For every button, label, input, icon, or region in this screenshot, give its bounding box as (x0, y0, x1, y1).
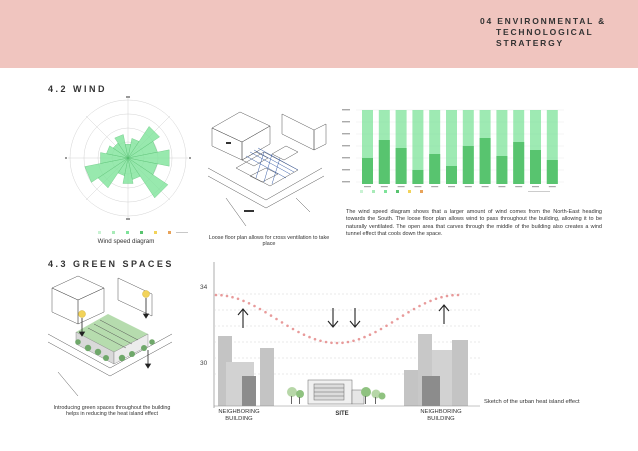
wind-rose-legend (98, 230, 190, 236)
heat-curve-dot (347, 341, 350, 344)
heat-curve-dot (275, 318, 278, 321)
heat-curve-dot (435, 298, 438, 301)
heat-island-sketch (196, 262, 482, 408)
heat-curve-dot (424, 302, 427, 305)
wind-month-tick (465, 186, 472, 187)
heat-curve-dot (226, 295, 229, 298)
monthly-wind-chart-legend (360, 190, 550, 193)
left-neighbor-buildings (218, 336, 274, 406)
left-neighbor-label: NEIGHBORING BUILDING (218, 409, 260, 422)
heat-curve-dot (297, 331, 300, 334)
heat-curve-dot (248, 302, 251, 305)
heat-curve-dot (413, 308, 416, 311)
air-flow-arrows (238, 305, 449, 328)
wind-month-tick (381, 186, 388, 187)
right-neighbor-buildings (404, 334, 468, 406)
heat-curve-dot (220, 294, 223, 297)
header-title-line-2: TECHNOLOGICAL (496, 27, 594, 37)
heat-curve-dot (303, 333, 306, 336)
heat-curve-dot (457, 294, 460, 297)
section-header-title (480, 16, 630, 49)
floor-plan-caption: Loose floor plan allows for cross ventilation to take place (208, 235, 330, 248)
site-building (308, 380, 364, 404)
right-neighbor-label: NEIGHBORING BUILDING (420, 409, 462, 422)
site-label: SITE (335, 411, 349, 417)
heat-curve-dot (363, 336, 366, 339)
wind-month-bar-strong (429, 154, 440, 184)
wind-month-bar-strong (496, 156, 507, 184)
heat-curve-dot (336, 342, 339, 345)
floor-plan-axonometric (206, 108, 330, 232)
wind-section-title: 4.2 WIND (48, 84, 108, 94)
heat-curve-dot (429, 300, 432, 303)
wind-month-tick (448, 186, 455, 187)
y-label-low: 30 (200, 360, 208, 367)
heat-curve-dot (402, 314, 405, 317)
heat-curve-dot (352, 340, 355, 343)
heat-curve-dot (281, 321, 284, 324)
heat-curve-dot (396, 318, 399, 321)
heat-curve-dot (358, 338, 361, 341)
heat-curve-dot (391, 321, 394, 324)
wind-month-bar-strong (362, 158, 373, 184)
sun-markers (79, 291, 150, 318)
wind-rose-diagram (64, 96, 192, 222)
heat-curve-dot (215, 294, 218, 297)
heat-curve-dot (407, 311, 410, 314)
y-label-high: 34 (200, 284, 208, 291)
monthly-wind-bars (362, 110, 558, 187)
wind-month-tick (414, 186, 421, 187)
heat-curve-dot (385, 325, 388, 328)
heat-curve-dot (380, 328, 383, 331)
heat-curve-dot (286, 325, 289, 328)
monthly-wind-chart (338, 104, 568, 196)
wind-month-bar-strong (463, 146, 474, 184)
wind-month-tick (515, 186, 522, 187)
heat-curve-dot (308, 336, 311, 339)
wind-month-bar-strong (480, 138, 491, 184)
heat-curve-dot (314, 338, 317, 341)
heat-curve-dot (325, 341, 328, 344)
heat-curve-dot (242, 300, 245, 303)
heat-curve-dot (341, 342, 344, 345)
heat-curve-dot (418, 305, 421, 308)
green-section-title: 4.3 GREEN SPACES (48, 259, 174, 269)
wind-month-tick (398, 186, 405, 187)
wind-month-bar-strong (412, 170, 423, 184)
heat-curve-dot (253, 305, 256, 308)
wind-month-tick (549, 186, 556, 187)
heat-curve-dot (319, 340, 322, 343)
wind-month-bar-strong (446, 166, 457, 184)
wind-month-tick (532, 186, 539, 187)
heat-curve-dot (446, 295, 449, 298)
monthly-wind-chart-y-ticks (342, 109, 350, 182)
wind-month-bar-strong (530, 150, 541, 184)
wind-rose-caption: Wind speed diagram (97, 238, 155, 245)
heat-sketch-caption: Sketch of the urban heat island effect (484, 399, 580, 405)
heat-curve-dot (440, 296, 443, 299)
wind-month-bar-strong (547, 160, 558, 184)
heat-curve-dot (374, 331, 377, 334)
wind-month-tick (431, 186, 438, 187)
wind-month-tick (482, 186, 489, 187)
heat-curve-dot (264, 311, 267, 314)
header-title-line-3: STRATERGY (496, 38, 564, 48)
wind-month-bar-strong (513, 142, 524, 184)
wind-month-tick (364, 186, 371, 187)
heat-curve-dot (237, 298, 240, 301)
heat-curve-dot (292, 328, 295, 331)
wind-month-tick (498, 186, 505, 187)
wind-month-bar-strong (396, 148, 407, 184)
heat-curve-dot (259, 308, 262, 311)
wind-rose-petals (85, 126, 169, 197)
green-spaces-axonometric (48, 272, 174, 400)
wind-description: The wind speed diagram shows that a larger amount of wind comes from the North-East heading towards the South. The loose floor plan allows wind to pass throughout the building, allowing it to be naturally ventilated. The open area that carves through the middle of the building also creates a wind tunnel effect that cools down the space. (346, 209, 602, 238)
heat-curve-dot (451, 294, 454, 297)
header-title-line-1: 04 ENVIRONMENTAL & (480, 16, 607, 26)
heat-curve-dot (270, 314, 273, 317)
heat-curve-dot (369, 333, 372, 336)
heat-curve-dot (330, 342, 333, 345)
wind-month-bar-strong (379, 140, 390, 184)
heat-curve-dot (231, 296, 234, 299)
green-axo-caption: Introducing green spaces throughout the building helps in reducing the heat island effect (53, 405, 171, 418)
